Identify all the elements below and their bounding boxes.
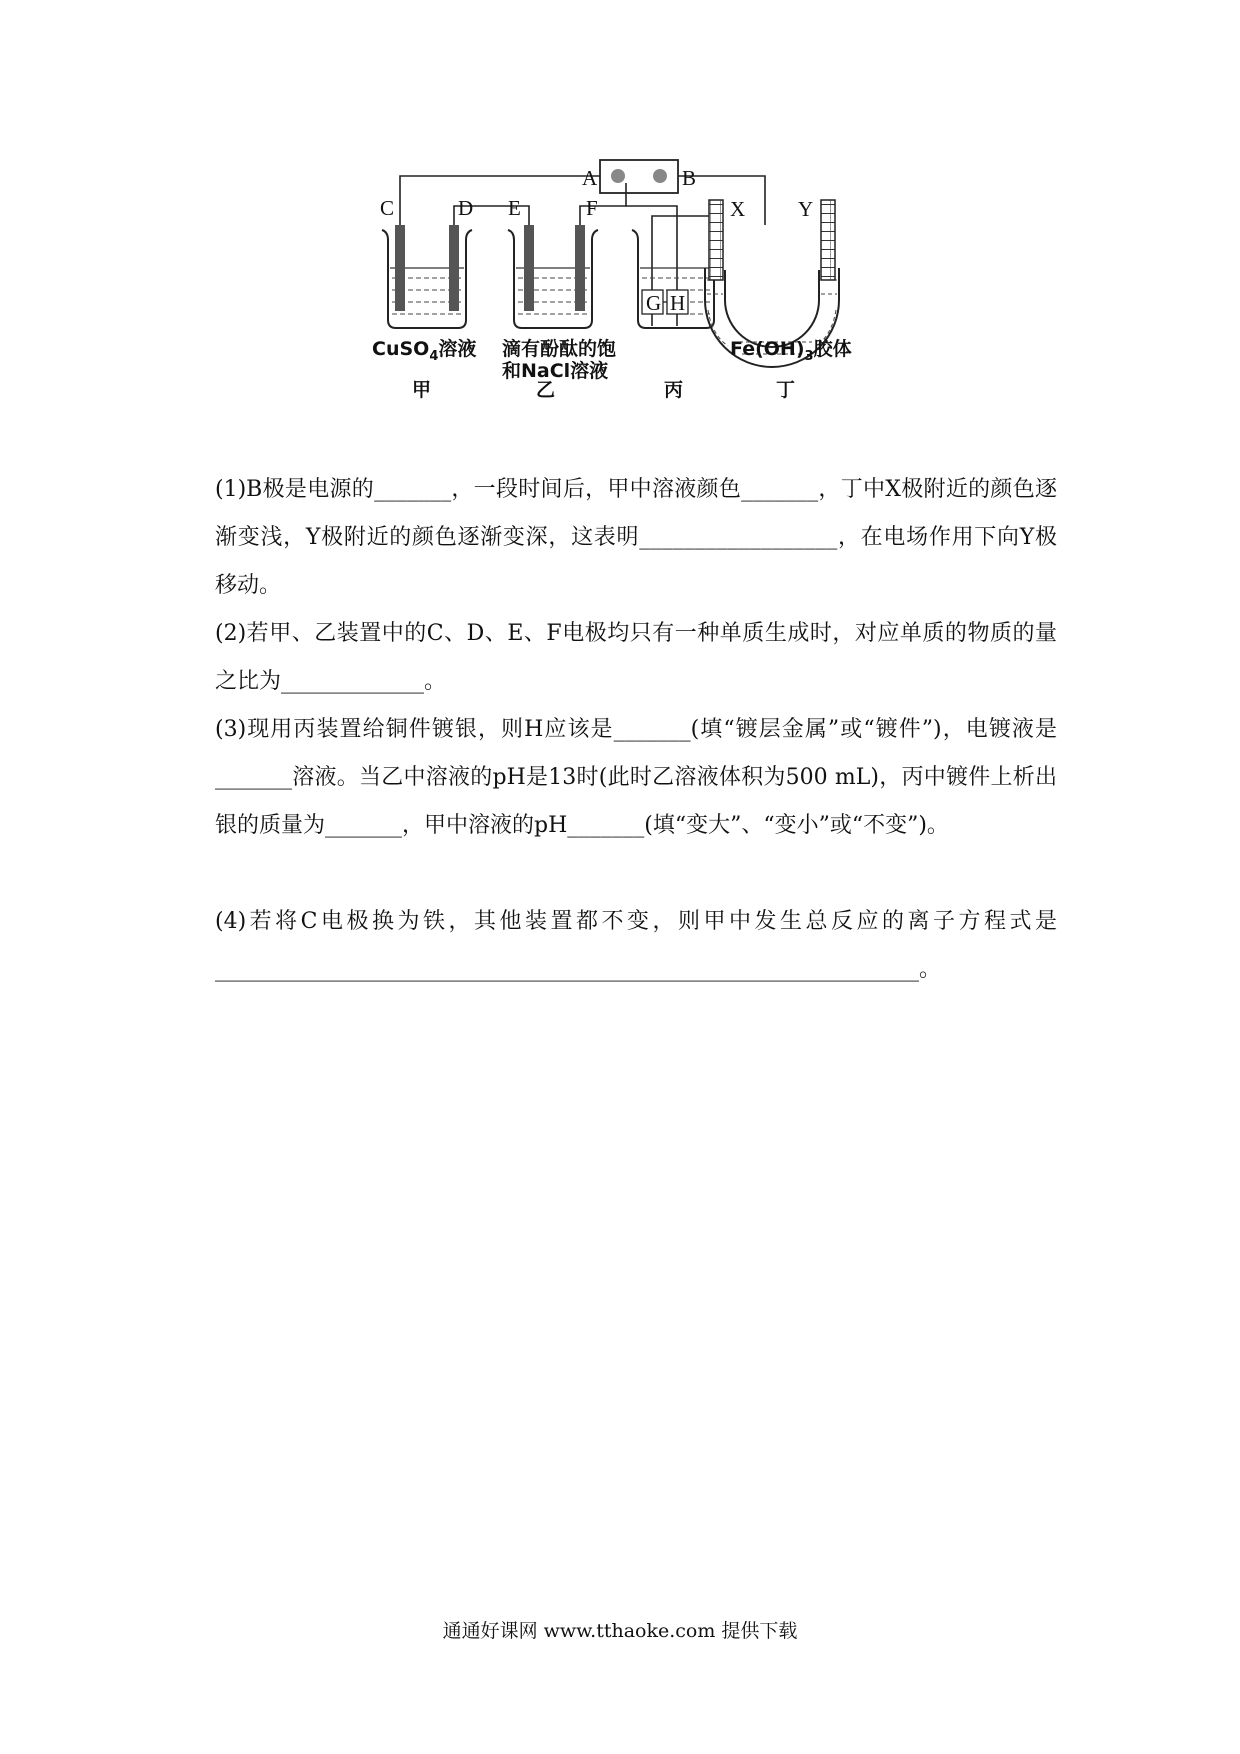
question-3: (3)现用丙装置给铜件镀银，则H应该是_______(填“镀层金属”或“镀件”)，电镀液是_______溶液。当乙中溶液的pH是13时(此时乙溶液体积为500 mL)，丙中镀件上析出银的质量为_______，甲中溶液的pH_______(填“变大”、“变小”或“不变”)。 (215, 717, 1057, 838)
electrode-e (524, 225, 534, 311)
electrolysis-apparatus-diagram (360, 150, 920, 450)
power-supply (600, 160, 678, 193)
beaker-jia (382, 225, 472, 328)
electrode-y-label: Y (798, 197, 814, 221)
caption-ding: $Fe(OH)_3$胶体 (730, 338, 852, 364)
caption-yi-line2: 和NaCl溶液 (502, 360, 609, 382)
terminal-b-label: B (682, 166, 697, 190)
question-4: (4)若将C电极换为铁，其他装置都不变，则甲中发生总反应的离子方程式是________________________________________________________________。 (215, 909, 1057, 982)
question-1: (1)B极是电源的_______，一段时间后，甲中溶液颜色_______，丁中X极附近的颜色逐渐变浅，Y极附近的颜色逐渐变深，这表明__________________，在电场作用下向Y极移动。 (215, 477, 1057, 598)
terminal-a-label: A (582, 166, 598, 190)
caption-jia: CuSO$_4$溶液 (372, 338, 477, 364)
name-jia: 甲 (412, 379, 432, 401)
electrode-x-label: X (730, 197, 746, 221)
name-bing: 丙 (664, 379, 684, 401)
electrode-h-label: H (670, 291, 686, 315)
page-footer: 通通好课网 www.tthaoke.com 提供下载 (442, 1620, 798, 1642)
electrode-c-label: C (380, 196, 395, 220)
electrode-y (821, 200, 835, 280)
electrode-d (449, 225, 459, 311)
electrode-f-label: F (586, 196, 598, 220)
electrode-g-label: G (646, 291, 662, 315)
electrode-e-label: E (508, 196, 521, 220)
beaker-yi (508, 225, 598, 328)
electrode-f (575, 225, 585, 311)
electrode-d-label: D (458, 196, 474, 220)
caption-yi-line1: 滴有酚酞的饱 (502, 338, 617, 360)
name-ding: 丁 (776, 379, 796, 401)
name-yi: 乙 (536, 379, 556, 401)
question-2: (2)若甲、乙装置中的C、D、E、F电极均只有一种单质生成时，对应单质的物质的量之比为_____________。 (215, 621, 1057, 694)
electrode-c (395, 225, 405, 311)
electrode-x (709, 200, 723, 280)
